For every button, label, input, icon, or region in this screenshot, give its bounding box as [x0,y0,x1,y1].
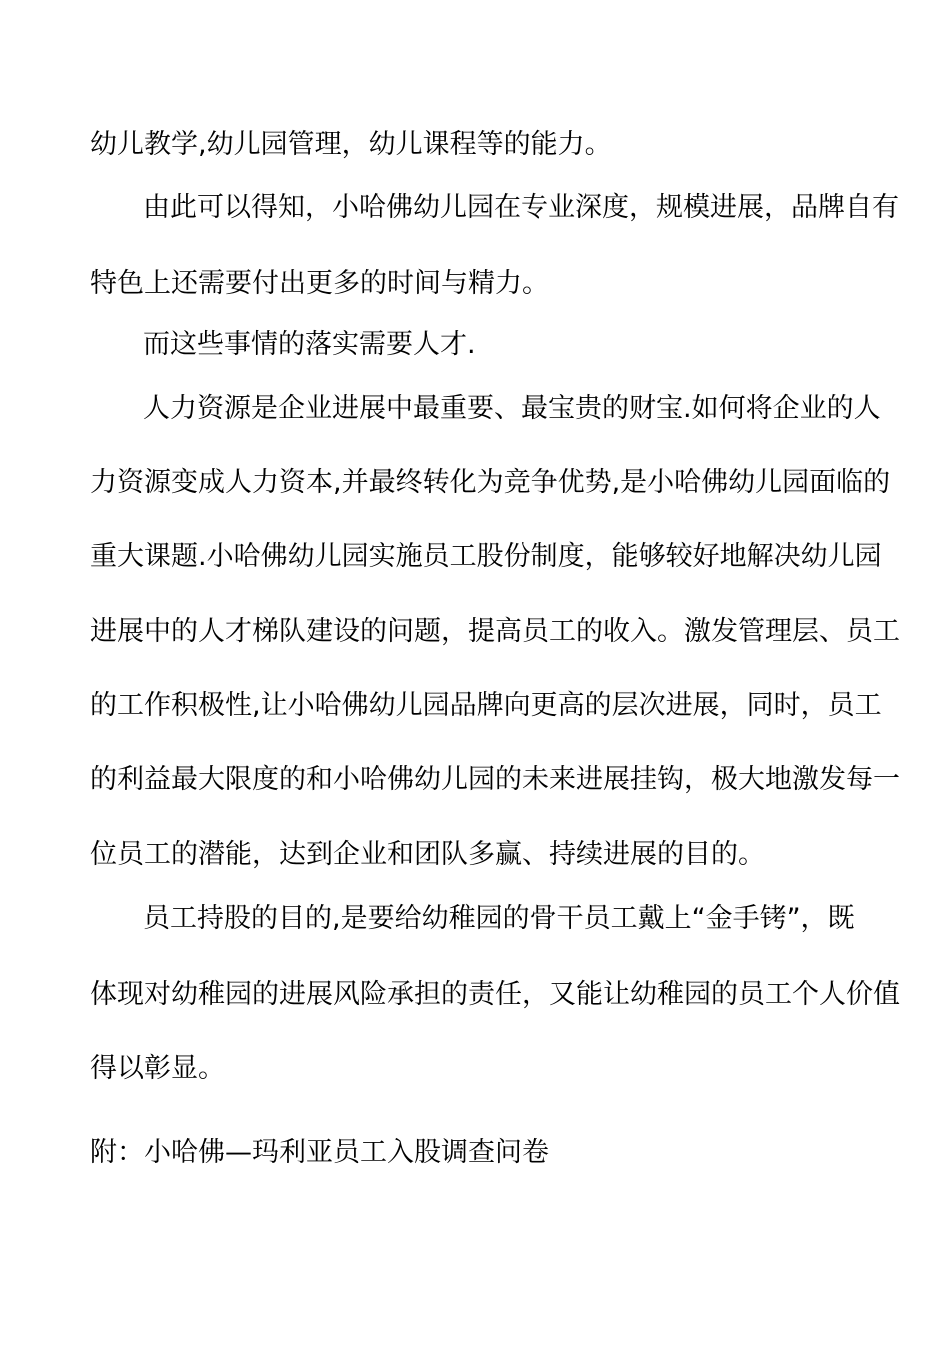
paragraph-line: 特色上还需要付出更多的时间与精力。 [90,268,549,299]
paragraph-line: 重大课题.小哈佛幼儿园实施员工股份制度，能够较好地解决幼儿园 [90,541,882,572]
paragraph-line: 的利益最大限度的和小哈佛幼儿园的未来进展挂钩，极大地激发每一 [90,764,900,795]
paragraph-line: 得以彰显。 [90,1053,225,1084]
paragraph-line: 而这些事情的落实需要人才. [143,329,476,360]
paragraph-line: 人力资源是企业进展中最重要、最宝贵的财宝.如何将企业的人 [143,393,881,424]
paragraph-line: 进展中的人才梯队建设的问题，提高员工的收入。激发管理层、员工 [90,616,900,647]
paragraph-line: 的工作积极性,让小哈佛幼儿园品牌向更高的层次进展，同时，员工 [90,690,882,721]
paragraph-line: 员工持股的目的,是要给幼稚园的骨干员工戴上“金手铐”，既 [143,903,855,934]
paragraph-line: 位员工的潜能，达到企业和团队多赢、持续进展的目的。 [90,839,765,870]
paragraph-line: 力资源变成人力资本,并最终转化为竞争优势,是小哈佛幼儿园面临的 [90,467,891,498]
paragraph-line: 幼儿教学,幼儿园管理，幼儿课程等的能力。 [90,129,612,160]
appendix-heading: 附：小哈佛—玛利亚员工入股调查问卷 [90,1137,549,1168]
paragraph-line: 由此可以得知，小哈佛幼儿园在专业深度，规模进展，品牌自有 [143,192,899,223]
paragraph-line: 体现对幼稚园的进展风险承担的责任，又能让幼稚园的员工个人价值 [90,979,900,1010]
